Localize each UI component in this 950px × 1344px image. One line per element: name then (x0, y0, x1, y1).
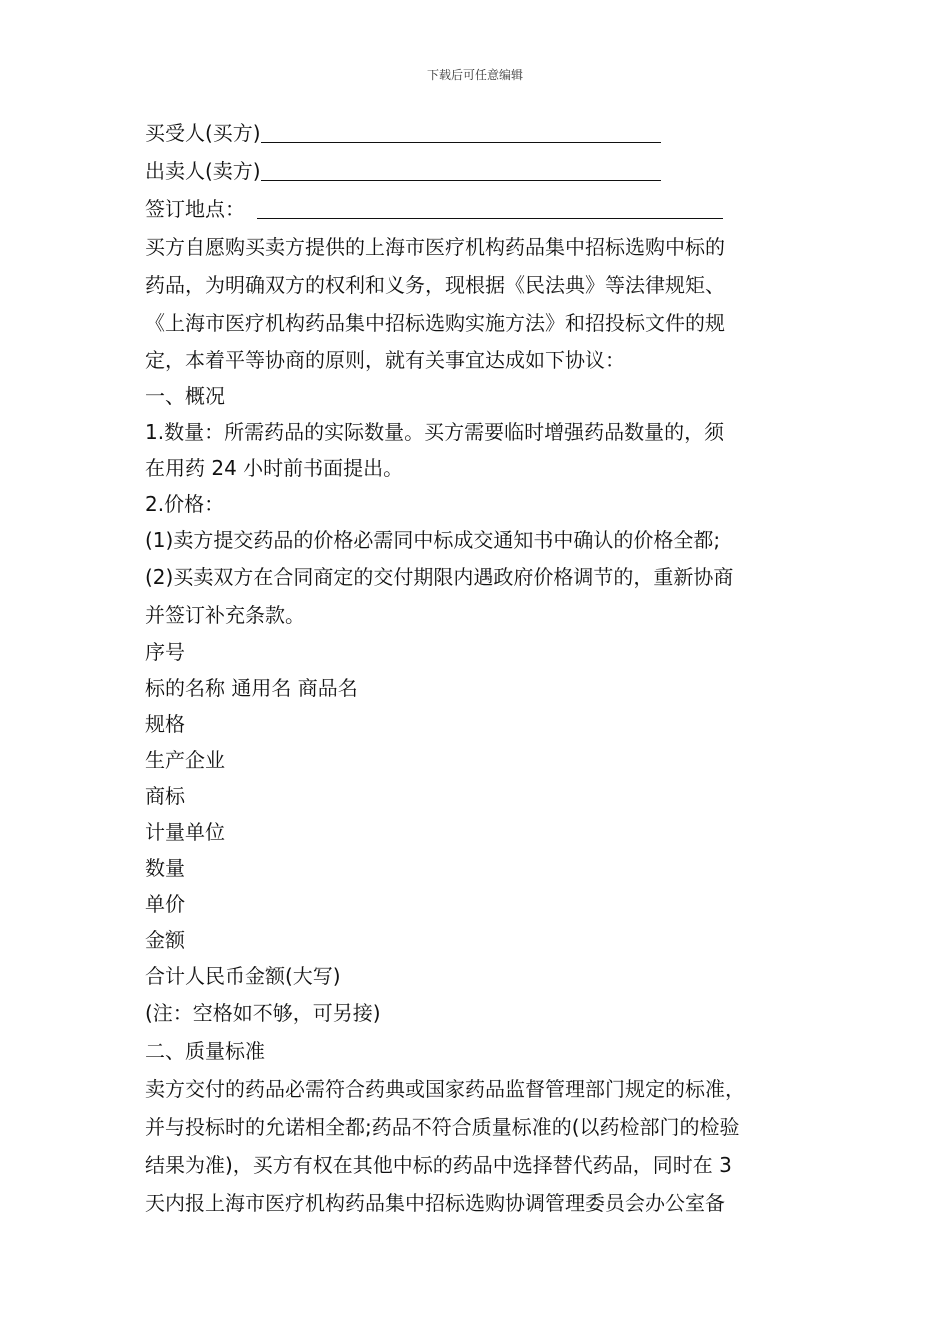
seller-label: 出卖人(卖方) (145, 159, 261, 183)
intro-line: 《上海市医疗机构药品集中招标选购实施方法》和招投标文件的规 (145, 311, 725, 335)
table-label-quantity: 数量 (145, 856, 185, 880)
document-body (145, 114, 845, 1222)
seller-blank (261, 158, 661, 181)
price-item: (1)卖方提交药品的价格必需同中标成交通知书中确认的价格全都; (145, 528, 721, 552)
price-item: 并签订补充条款。 (145, 603, 305, 627)
buyer-label: 买受人(买方) (145, 121, 261, 145)
table-label-unit-price: 单价 (145, 892, 185, 916)
section2-line: 卖方交付的药品必需符合药典或国家药品监督管理部门规定的标准， (145, 1077, 745, 1101)
header-note: 下载后可任意编辑 (426, 68, 523, 82)
buyer-field (145, 114, 845, 152)
section2-line: 天内报上海市医疗机构药品集中招标选购协调管理委员会办公室备 (145, 1191, 725, 1215)
section2-line: 结果为准)，买方有权在其他中标的药品中选择替代药品，同时在 3 (145, 1153, 732, 1177)
place-field (145, 190, 845, 228)
table-label-manufacturer: 生产企业 (145, 748, 225, 772)
price-item: (2)买卖双方在合同商定的交付期限内遇政府价格调节的，重新协商 (145, 565, 734, 589)
buyer-blank (261, 120, 661, 143)
table-label-name: 标的名称 通用名 商品名 (145, 676, 358, 700)
section2-heading: 二、质量标准 (145, 1039, 265, 1063)
intro-line: 买方自愿购买卖方提供的上海市医疗机构药品集中招标选购中标的 (145, 235, 725, 259)
place-blank (257, 196, 723, 219)
table-label-trademark: 商标 (145, 784, 185, 808)
intro-line: 定，本着平等协商的原则，就有关事宜达成如下协议： (145, 348, 625, 372)
intro-paragraph (145, 228, 845, 378)
section1-heading: 一、概况 (145, 384, 225, 408)
quantity-line: 在用药 24 小时前书面提出。 (145, 456, 404, 480)
table-note: (注：空格如不够，可另接) (145, 1001, 381, 1025)
intro-line: 药品，为明确双方的权利和义务，现根据《民法典》等法律规矩、 (145, 273, 725, 297)
section2-line: 并与投标时的允诺相全都;药品不符合质量标准的(以药检部门的检验 (145, 1115, 740, 1139)
seller-field (145, 152, 845, 190)
table-label-index: 序号 (145, 640, 185, 664)
table-label-amount: 金额 (145, 928, 185, 952)
price-heading: 2.价格： (145, 492, 225, 516)
quantity-line: 1.数量：所需药品的实际数量。买方需要临时增强药品数量的，须 (145, 420, 725, 444)
section2-paragraph (145, 1070, 845, 1222)
table-label-total: 合计人民币金额(大写) (145, 964, 341, 988)
table-labels (145, 634, 845, 1032)
table-label-unit: 计量单位 (145, 820, 225, 844)
table-label-spec: 规格 (145, 712, 185, 736)
place-label: 签订地点： (145, 197, 245, 221)
